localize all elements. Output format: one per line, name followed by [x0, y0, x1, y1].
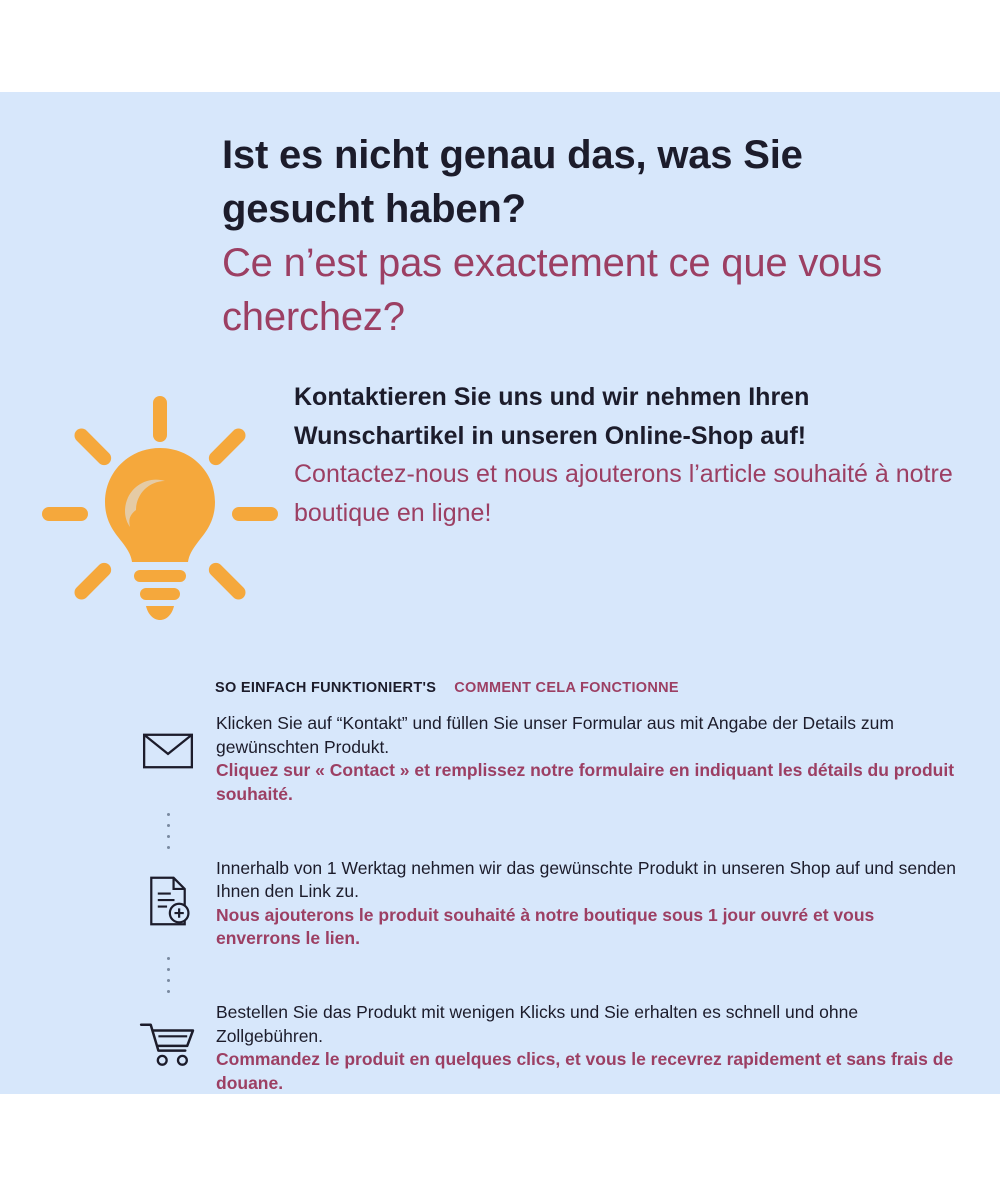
step-text	[216, 706, 960, 807]
step-connector-dots	[120, 813, 216, 849]
step-german: Bestellen Sie das Produkt mit wenigen Klicks und Sie erhalten es schnell und ohne Zollgebühren.	[216, 1002, 859, 1046]
how-it-works-heading	[215, 680, 679, 696]
how-it-works-german: SO EINFACH FUNKTIONIERT'S	[215, 680, 437, 696]
headline-german: Ist es nicht genau das, was Sie gesucht haben?	[222, 133, 803, 231]
intro-block	[36, 378, 966, 658]
step-text	[216, 995, 960, 1096]
step-connector-dots	[120, 957, 216, 993]
step-german: Innerhalb von 1 Werktag nehmen wir das gewünschte Produkt in unseren Shop auf und senden Ihnen den Link zu.	[216, 857, 957, 902]
headline-french: Ce n’est pas exactement ce que vous cherchez?	[222, 241, 883, 339]
step-item	[120, 995, 960, 1096]
document-add-icon	[120, 851, 216, 927]
intro-german: Kontaktieren Sie uns und wir nehmen Ihren Wunschartikel in unseren Online-Shop auf!	[294, 383, 810, 450]
lightbulb-icon	[36, 390, 282, 636]
intro-text	[294, 378, 954, 532]
shopping-cart-icon	[120, 995, 216, 1067]
step-text	[216, 851, 960, 952]
step-french: Nous ajouterons le produit souhaité à notre boutique sous 1 jour ouvré et vous enverrons le lien.	[216, 904, 875, 949]
envelope-icon	[120, 706, 216, 772]
step-french: Cliquez sur « Contact » et remplissez notre formulaire en indiquant les détails du produit souhaité.	[216, 760, 955, 804]
how-it-works-french: COMMENT CELA FONCTIONNE	[454, 680, 679, 696]
intro-french: Contactez-nous et nous ajouterons l’article souhaité à notre boutique en ligne!	[294, 460, 953, 527]
steps-list	[120, 706, 960, 1096]
step-item	[120, 851, 960, 952]
step-item	[120, 706, 960, 807]
headline-block	[222, 128, 952, 344]
step-french: Commandez le produit en quelques clics, et vous le recevrez rapidement et sans frais de douane.	[216, 1049, 954, 1093]
step-german: Klicken Sie auf “Kontakt” und füllen Sie unser Formular aus mit Angabe der Details zum gewünschten Produkt.	[216, 713, 894, 757]
